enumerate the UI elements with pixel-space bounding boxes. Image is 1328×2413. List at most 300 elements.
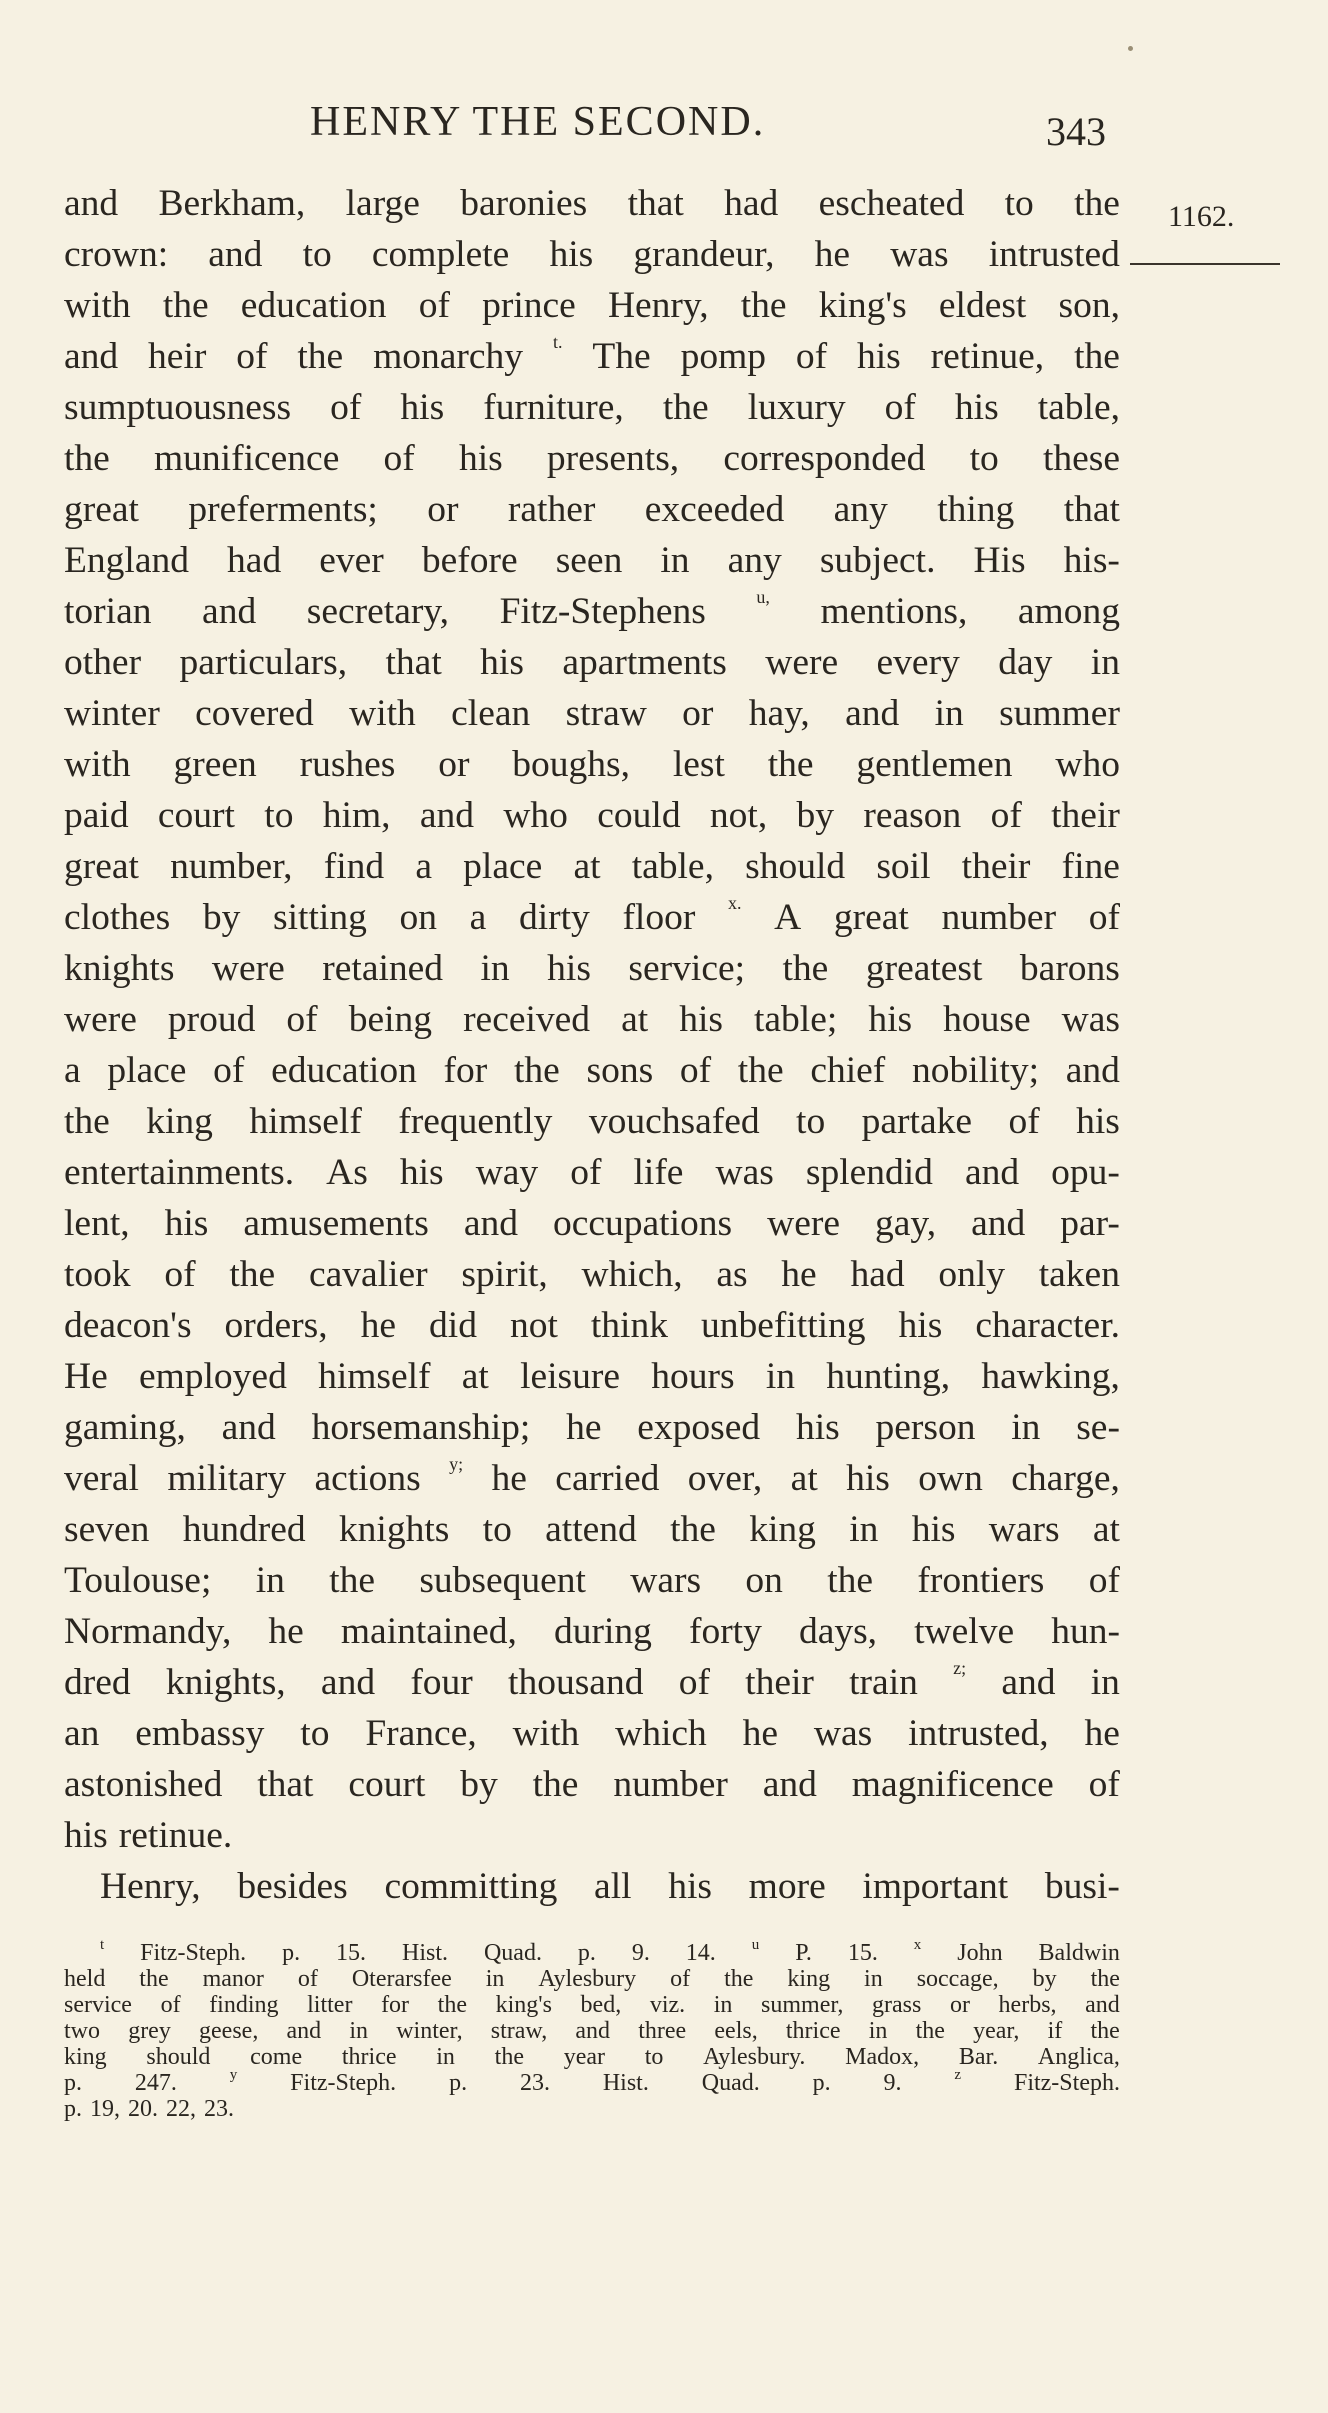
body-word: only	[938, 1254, 1005, 1295]
body-word: exceeded	[644, 489, 785, 530]
body-word: large	[345, 183, 420, 224]
body-word: education	[271, 1050, 417, 1091]
body-word: in	[934, 693, 964, 734]
margin-rule	[1130, 263, 1280, 265]
body-word: and	[64, 336, 119, 377]
body-word: as	[716, 1254, 748, 1295]
body-word: before	[421, 540, 518, 581]
body-word: that	[627, 183, 684, 224]
body-line	[64, 484, 1120, 535]
body-word: in	[660, 540, 690, 581]
body-word: way	[475, 1152, 539, 1193]
body-word: at	[461, 1356, 489, 1397]
footnotes-word: bed,	[580, 1992, 622, 2018]
body-word: particulars,	[179, 642, 348, 683]
footnotes-line	[64, 2067, 1120, 2096]
footnotes-line	[64, 1966, 1120, 1992]
footnotes-word: Quad.	[483, 1940, 542, 1966]
body-word: grandeur,	[633, 234, 775, 275]
body-word: of	[679, 1050, 712, 1091]
body-word: he	[781, 1254, 817, 1295]
body-word: knights	[64, 948, 175, 989]
body-word: to	[969, 438, 999, 479]
footnotes-word: winter,	[396, 2018, 463, 2044]
body-line	[64, 994, 1120, 1045]
body-word: were	[211, 948, 285, 989]
body-word: and	[1065, 1050, 1120, 1091]
body-reference-mark: u,	[756, 587, 770, 607]
body-word: education	[240, 285, 387, 326]
body-word: his	[954, 387, 999, 428]
footnotes-word: 20.	[128, 2096, 158, 2122]
footnotes-word: thrice	[341, 2044, 397, 2070]
body-word: and	[463, 1203, 518, 1244]
footnotes-word: Anglica,	[1037, 2044, 1120, 2070]
footnotes-reference-mark: x	[913, 1937, 922, 1953]
body-word: rushes	[299, 744, 396, 785]
footnotes-reference-mark: y	[229, 2067, 238, 2083]
body-word: deacon's	[64, 1305, 192, 1346]
body-word: busi-	[1044, 1866, 1120, 1907]
footnotes-word: p.	[64, 2070, 82, 2096]
body-word: great	[833, 897, 909, 938]
body-reference-mark: z;	[953, 1658, 967, 1678]
body-word: court	[157, 795, 235, 836]
body-word: of	[1088, 1764, 1120, 1805]
body-line	[64, 1096, 1120, 1147]
body-word: knights	[338, 1509, 450, 1550]
body-word: corresponded	[723, 438, 926, 479]
body-word: occupations	[552, 1203, 733, 1244]
body-word: hawking,	[981, 1356, 1120, 1397]
body-word: their	[745, 1662, 814, 1703]
body-word: hundred	[182, 1509, 306, 1550]
footnotes-word: in	[436, 2044, 455, 2070]
body-word: astonished	[64, 1764, 223, 1805]
body-word: veral	[64, 1458, 139, 1499]
body-word: had	[724, 183, 779, 224]
body-word: England	[64, 540, 189, 581]
body-word: knights,	[165, 1662, 286, 1703]
body-line	[64, 382, 1120, 433]
body-word: The	[592, 336, 651, 377]
body-word: of	[236, 336, 268, 377]
body-word: his	[898, 1305, 943, 1346]
body-word: dred	[64, 1662, 131, 1703]
body-reference-mark: t.	[552, 332, 563, 352]
body-word: who	[1055, 744, 1120, 785]
body-reference-mark: y;	[449, 1454, 464, 1474]
body-line	[64, 790, 1120, 841]
body-word: was	[715, 1152, 774, 1193]
body-word: sumptuousness	[64, 387, 292, 428]
body-word: monarchy	[373, 336, 524, 377]
body-word: he	[268, 1611, 304, 1652]
footnotes-word: or	[949, 1992, 970, 2018]
body-line	[64, 892, 1120, 943]
body-word: the	[1074, 183, 1120, 224]
body-line	[64, 1810, 1120, 1861]
body-word: to	[482, 1509, 512, 1550]
body-word: his	[868, 999, 913, 1040]
footnotes-word: to	[644, 2044, 664, 2070]
body-word: horsemanship;	[311, 1407, 531, 1448]
body-word: luxury	[747, 387, 846, 428]
body-word: and	[202, 591, 257, 632]
body-word: unbefitting	[700, 1305, 866, 1346]
body-word: the	[662, 387, 709, 428]
body-word: employed	[138, 1356, 287, 1397]
footnotes-word: 14.	[685, 1940, 716, 1966]
body-word: complete	[371, 234, 510, 275]
footnotes-word: of	[297, 1966, 318, 1992]
body-word: military	[167, 1458, 287, 1499]
body-word: subsequent	[419, 1560, 586, 1601]
body-word: at	[1092, 1509, 1120, 1550]
body-word: he	[1084, 1713, 1120, 1754]
body-word: ever	[319, 540, 384, 581]
body-word: his	[679, 999, 723, 1040]
body-word: which	[615, 1713, 707, 1754]
body-word: of	[990, 795, 1022, 836]
footnotes-word: two	[64, 2018, 100, 2044]
footnotes-word: 9.	[883, 2070, 902, 2096]
body-word: four	[410, 1662, 473, 1703]
body-word: charge,	[1011, 1458, 1120, 1499]
footnotes-word: if	[1047, 2018, 1063, 2044]
body-word: forty	[688, 1611, 762, 1652]
body-word: and	[221, 1407, 276, 1448]
body-word: and	[971, 1203, 1026, 1244]
body-word: furniture,	[483, 387, 624, 428]
footnotes-word: grass	[872, 1992, 922, 2018]
body-word: he	[742, 1713, 779, 1754]
body-word: hay,	[748, 693, 810, 734]
body-word: and	[1001, 1662, 1056, 1703]
footnotes-word: Madox,	[845, 2044, 920, 2070]
body-word: his	[911, 1509, 956, 1550]
body-word: eldest	[938, 285, 1027, 326]
body-word: himself	[318, 1356, 431, 1397]
footnotes-word: P.	[795, 1940, 812, 1966]
body-word: with	[349, 693, 416, 734]
body-line	[64, 1708, 1120, 1759]
body-word: was	[813, 1713, 873, 1754]
body-word: barons	[1019, 948, 1120, 989]
body-word: or	[438, 744, 470, 785]
body-word: of	[1088, 897, 1120, 938]
footnotes-word: p.	[282, 1940, 301, 1966]
footnotes-line	[64, 2018, 1120, 2044]
body-word: other	[64, 642, 142, 683]
footnotes-word: p.	[449, 2070, 468, 2096]
body-word: intrusted	[988, 234, 1120, 275]
body-word: took	[64, 1254, 131, 1295]
footnotes-word: Aylesbury.	[703, 2044, 806, 2070]
footnotes-word: 15.	[336, 1940, 367, 1966]
footnotes-word: come	[250, 2044, 303, 2070]
body-word: retinue,	[930, 336, 1045, 377]
body-word: life	[633, 1152, 684, 1193]
body-word: lest	[672, 744, 725, 785]
body-word: winter	[64, 693, 160, 734]
body-word: and	[964, 1152, 1020, 1193]
body-word: over,	[687, 1458, 763, 1499]
body-word: Toulouse;	[64, 1560, 212, 1601]
body-word: their	[1051, 795, 1120, 836]
footnotes-word: and	[575, 2018, 611, 2044]
body-word: himself	[249, 1101, 362, 1142]
footnotes-word: 22,	[166, 2096, 196, 2122]
body-word: every	[876, 642, 960, 683]
body-word: clothes	[64, 897, 171, 938]
body-word: his	[549, 234, 594, 275]
body-line	[64, 535, 1120, 586]
body-word: service;	[628, 948, 746, 989]
body-line	[64, 739, 1120, 790]
body-line	[64, 1198, 1120, 1249]
body-word: presents,	[546, 438, 680, 479]
body-word: twelve	[914, 1611, 1015, 1652]
body-word: in	[255, 1560, 285, 1601]
ink-speck	[1128, 46, 1133, 51]
footnotes-word: should	[146, 2044, 211, 2070]
body-word: by	[202, 897, 241, 938]
body-word: the	[297, 336, 344, 377]
footnotes-word: straw,	[490, 2018, 548, 2044]
body-word: in	[765, 1356, 795, 1397]
footnotes-line	[64, 1937, 1120, 1966]
body-word: which,	[581, 1254, 683, 1295]
body-word: of	[1088, 1560, 1120, 1601]
footnotes-word: in	[713, 1992, 733, 2018]
body-word: or	[682, 693, 714, 734]
body-word: apartments	[562, 642, 727, 683]
body-word: he	[360, 1305, 397, 1346]
body-word: number,	[170, 846, 293, 887]
body-word: among	[1017, 591, 1120, 632]
body-word: own	[918, 1458, 983, 1499]
body-word: any	[727, 540, 782, 581]
footnotes-word: geese,	[199, 2018, 259, 2044]
body-word: by	[460, 1764, 498, 1805]
body-word: the	[229, 1254, 276, 1295]
body-word: were	[765, 642, 839, 683]
body-word: more	[748, 1866, 826, 1907]
body-line	[64, 1657, 1120, 1708]
body-word: of	[418, 285, 450, 326]
body-word: hunting,	[826, 1356, 951, 1397]
body-word: the	[767, 744, 814, 785]
body-word: secretary,	[306, 591, 450, 632]
body-word: hours	[651, 1356, 735, 1397]
body-word: chief	[810, 1050, 886, 1091]
body-word: him,	[322, 795, 391, 836]
body-word: in	[1090, 1662, 1120, 1703]
body-word: table;	[753, 999, 838, 1040]
body-word: besides	[237, 1866, 348, 1907]
body-word: torian	[64, 591, 152, 632]
body-word: on	[745, 1560, 783, 1601]
body-word: train	[849, 1662, 918, 1703]
footnotes-word: three	[638, 2018, 687, 2044]
body-word: during	[553, 1611, 652, 1652]
body-word: leisure	[520, 1356, 621, 1397]
body-word: intrusted,	[908, 1713, 1049, 1754]
footnotes-line	[64, 2096, 1120, 2122]
body-word: not,	[709, 795, 768, 836]
body-word: king	[749, 1509, 816, 1550]
footnotes-word: summer,	[761, 1992, 844, 2018]
body-word: days,	[798, 1611, 878, 1652]
body-word: and	[845, 693, 900, 734]
body-word: to	[264, 795, 294, 836]
footnotes-word: the	[437, 1992, 467, 2018]
body-word: number	[941, 897, 1057, 938]
body-word: that	[1063, 489, 1120, 530]
body-word: to	[796, 1101, 826, 1142]
body-word: spirit,	[461, 1254, 548, 1295]
running-title: HENRY THE SECOND.	[310, 99, 766, 145]
body-word: amusements	[243, 1203, 429, 1244]
body-word: he	[566, 1407, 602, 1448]
body-word: or	[427, 489, 459, 530]
footnotes-word: service	[64, 1992, 132, 2018]
body-line	[64, 1555, 1120, 1606]
body-word: embassy	[135, 1713, 265, 1754]
footnotes-word: 23.	[204, 2096, 234, 2122]
body-word: frontiers	[917, 1560, 1045, 1601]
footnotes-word: in	[349, 2018, 369, 2044]
body-word: his	[547, 948, 591, 989]
footnotes-word: p.	[812, 2070, 831, 2096]
body-word: that	[257, 1764, 314, 1805]
footnotes-reference-mark: z	[954, 2067, 962, 2083]
footnotes-word: 247.	[134, 2070, 177, 2096]
body-word: partake	[861, 1101, 972, 1142]
body-line	[64, 1453, 1120, 1504]
footnotes-word: Fitz-Steph.	[140, 1940, 247, 1966]
body-word: were	[767, 1203, 840, 1244]
body-word: he	[814, 234, 851, 275]
body-word: greatest	[865, 948, 983, 989]
footnotes-word: Aylesbury	[538, 1966, 637, 1992]
footnotes-word: Baldwin	[1038, 1940, 1120, 1966]
footnotes-word: Hist.	[401, 1940, 448, 1966]
body-word: and	[208, 234, 263, 275]
footnotes-word: p.	[577, 1940, 596, 1966]
body-word: escheated	[818, 183, 965, 224]
body-word: gaming,	[64, 1407, 186, 1448]
body-word: straw	[565, 693, 647, 734]
footnotes-word: and	[1085, 1992, 1120, 2018]
body-word: the	[162, 285, 209, 326]
footnotes-word: king's	[495, 1992, 552, 2018]
body-word: His	[973, 540, 1026, 581]
body-word: being	[348, 999, 433, 1040]
body-word: his	[857, 336, 901, 377]
body-word: the	[737, 1050, 784, 1091]
margin-year: 1162.	[1168, 200, 1235, 233]
footnotes-word: Oterarsfee	[351, 1966, 452, 1992]
body-line	[64, 1402, 1120, 1453]
body-word: hun-	[1051, 1611, 1120, 1652]
footnotes-word: by	[1032, 1966, 1057, 1992]
body-word: dirty	[518, 897, 590, 938]
body-line	[64, 1249, 1120, 1300]
body-word: who	[503, 795, 568, 836]
body-word: nobility;	[911, 1050, 1040, 1091]
body-word: not	[509, 1305, 558, 1346]
body-word: Henry,	[607, 285, 709, 326]
footnotes-word: 19,	[90, 2096, 120, 2122]
body-word: could	[597, 795, 681, 836]
body-line	[64, 1861, 1120, 1912]
body-word: he	[491, 1458, 527, 1499]
footnotes-word: the	[494, 2044, 524, 2070]
footnotes-word: Hist.	[602, 2070, 649, 2096]
body-word: the	[740, 285, 787, 326]
body-word: the	[827, 1560, 874, 1601]
body-word: king's	[818, 285, 907, 326]
body-word: should	[745, 846, 846, 887]
body-word: reason	[863, 795, 962, 836]
footnotes-word: of	[160, 1992, 181, 2018]
body-word: of	[383, 438, 415, 479]
footnotes-word: the	[915, 2018, 945, 2044]
body-word: and	[64, 183, 119, 224]
body-word: seven	[64, 1509, 150, 1550]
body-word: magnificence	[851, 1764, 1054, 1805]
body-line	[64, 586, 1120, 637]
body-word: on	[399, 897, 437, 938]
body-word: seen	[555, 540, 623, 581]
body-word: to	[302, 234, 332, 275]
footnotes-word: king	[787, 1966, 831, 1992]
body-word: of	[678, 1662, 710, 1703]
body-word: the	[329, 1560, 375, 1601]
body-word: table,	[631, 846, 714, 887]
footnotes-word: finding	[209, 1992, 279, 2018]
body-word: Berkham,	[158, 183, 306, 224]
body-word: Fitz-Stephens	[499, 591, 706, 632]
body-word: the	[64, 1101, 110, 1142]
footnotes-line	[64, 1992, 1120, 2018]
body-line	[64, 331, 1120, 382]
body-word: his	[480, 642, 524, 683]
body-word: retinue.	[118, 1815, 233, 1856]
footnotes-word: held	[64, 1966, 106, 1992]
body-word: important	[862, 1866, 1009, 1907]
body-line	[64, 1504, 1120, 1555]
body-word: wars	[988, 1509, 1060, 1550]
body-word: table,	[1037, 387, 1120, 428]
body-word: prince	[482, 285, 576, 326]
body-word: with	[512, 1713, 580, 1754]
body-word: with	[64, 744, 131, 785]
footnotes-word: in	[485, 1966, 505, 1992]
body-word: of	[286, 999, 318, 1040]
body-word: carried	[555, 1458, 660, 1499]
body-word: his	[795, 1407, 840, 1448]
footnotes-word: Quad.	[701, 2070, 760, 2096]
body-word: were	[64, 999, 137, 1040]
body-word: son,	[1058, 285, 1120, 326]
body-word: the	[513, 1050, 560, 1091]
body-word: sitting	[273, 897, 367, 938]
body-line	[64, 178, 1120, 229]
body-word: retained	[322, 948, 444, 989]
